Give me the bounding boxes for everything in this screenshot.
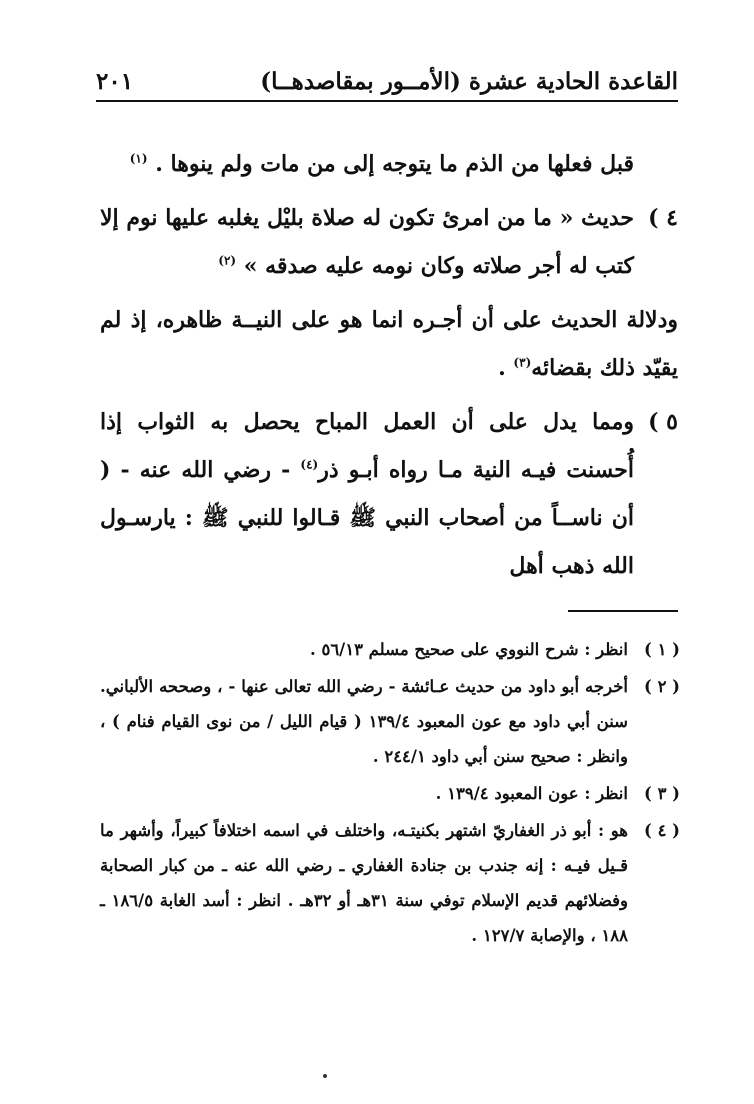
- footnote-1: [100, 632, 680, 667]
- header-rule: [96, 100, 678, 102]
- footnote-ref: (٣): [513, 355, 532, 370]
- footnote-2: [100, 669, 680, 774]
- page-header: [96, 62, 678, 102]
- footnote-text: أخرجه أبو داود من حديث عـائشة - رضي الله تعالى عنها - ، وصححه الألباني. سنن أبي داود مع عون المعبود ١٣٩/٤ ( قيام الليل / من نوى القيام فنام ) ، وانظر : صحيح سنن أبي داود ٢٤٤/١ .: [100, 677, 629, 766]
- footnote-text: انظر : عون المعبود ١٣٩/٤ .: [435, 784, 628, 803]
- page-number: ٢٠١: [96, 68, 134, 95]
- paragraph-number: ٤ ): [648, 205, 678, 231]
- main-text: [100, 140, 678, 590]
- paragraph-text: حديث « ما من امرئ تكون له صلاة بليْل يغلبه عليها نوم إلا كتب له أجر صلاته وكان نومه عليه صدقه »: [100, 205, 634, 279]
- paragraph-text: ودلالة الحديث على أن أجـره انما هو على النيــة ظاهره، إذ لم يقيّد ذلك بقضائه: [100, 307, 678, 381]
- paragraph-text: ومما يدل على أن العمل المباح يحصل به الثواب إذا أُحسنت فيـه النية مـا رواه أبـو ذر: [100, 409, 634, 483]
- paragraph-explanation: [100, 296, 678, 392]
- footnote-number: ( ٢ ): [644, 677, 680, 696]
- footnote-text: هو : أبو ذر الغفاريّ اشتهر بكنيتـه، واختلف في اسمه اختلافاً كبيراً، وأشهر ما قـيل فيـه : إنه جندب بن جنادة الغفاري ـ رضي الله عنه ـ من كبار الصحابة وفضلائهم قديم الإسلام توفي سنة ٣١هـ أو ٣٢هـ . انظر : أسد الغابة ١٨٦/٥ ـ ١٨٨ ، والإصابة ١٢٧/٧ .: [100, 821, 628, 945]
- paragraph-number: ٥ ): [648, 409, 678, 435]
- footnote-text: انظر : شرح النووي على صحيح مسلم ٥٦/١٣ .: [309, 640, 628, 659]
- paragraph-text-end: .: [498, 355, 514, 381]
- footnote-number: ( ٤ ): [644, 821, 680, 840]
- numbered-paragraph-4: [100, 194, 678, 290]
- footnote-number: ( ٣ ): [644, 784, 680, 803]
- paragraph-continuation: [100, 140, 678, 188]
- footnote-number: ( ١ ): [644, 640, 680, 659]
- footnote-ref: (١): [129, 151, 148, 166]
- footnotes: [100, 632, 680, 953]
- footnote-separator: [568, 610, 678, 612]
- numbered-paragraph-5: [100, 398, 678, 590]
- running-title: القاعدة الحادية عشرة (الأمــور بمقاصدهــا): [260, 68, 678, 95]
- footnote-ref: (٤): [300, 457, 319, 472]
- page-mark: [323, 1074, 327, 1078]
- footnote-ref: (٢): [218, 253, 237, 268]
- footnote-3: [100, 776, 680, 811]
- footnote-4: [100, 813, 680, 953]
- paragraph-text-end: - رضي الله عنه - ( أن ناســاً من أصحاب النبي ﷺ قـالوا للنبي ﷺ : يارسـول الله ذهب أهل: [100, 457, 634, 579]
- paragraph-text: قبل فعلها من الذم ما يتوجه إلى من مات ولم ينوها .: [155, 151, 634, 177]
